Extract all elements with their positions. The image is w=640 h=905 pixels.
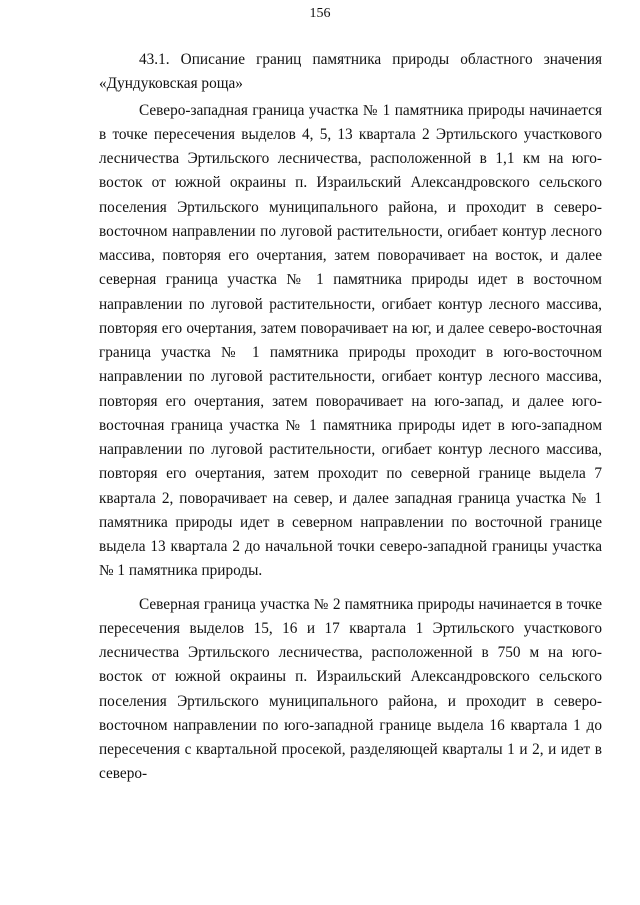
page-content (99, 48, 602, 796)
section-heading: 43.1. Описание границ памятника природы областного значения «Дундуковская роща» (99, 51, 602, 93)
paragraph-plot-1: Северо-западная граница участка № 1 памятника природы начинается в точке пересечения выделов 4, 5, 13 квартала 2 Эртильского участкового лесничества Эртильского лесничества, расположенной в 1,1 км на юго-восток от южной окраины п. Израильский Александровского сельского поселения Эртильского муниципального района, и проходит в северо-восточном направлении по луговой растительности, огибает контур лесного массива, повторяя его очертания, затем поворачивает на восток, и далее северная граница участка № 1 памятника природы идет в восточном направлении по луговой растительности, огибает контур лесного массива, повторяя его очертания, затем поворачивает на юг, и далее северо-восточная граница участка № 1 памятника природы проходит в юго-восточном направлении по луговой растительности, огибает контур лесного массива, повторяя его очертания, затем поворачивает на юго-запад, и далее юго-восточная граница участка № 1 памятника природы идет в юго-западном направлении по луговой растительности, огибает контур лесного массива, повторяя его очертания, затем проходит по северной границе выдела 7 квартала 2, поворачивает на север, и далее западная граница участка № 1 памятника природы идет в северном направлении по восточной границе выдела 13 квартала 2 до начальной точки северо-западной границы участка № 1 памятника природы. (99, 101, 602, 580)
page-number: 156 (309, 6, 331, 21)
paragraph-plot-2: Северная граница участка № 2 памятника природы начинается в точке пересечения выделов 15, 16 и 17 квартала 1 Эртильского участкового лесничества Эртильского лесничества, расположенной в 750 м на юго-восток от южной окраины п. Израильский Александровского сельского поселения Эртильского муниципального района, и проходит в северо-восточном направлении по юго-западной границе выдела 16 квартала 1 до пересечения с квартальной просекой, разделяющей кварталы 1 и 2, и идет в северо- (99, 595, 602, 783)
